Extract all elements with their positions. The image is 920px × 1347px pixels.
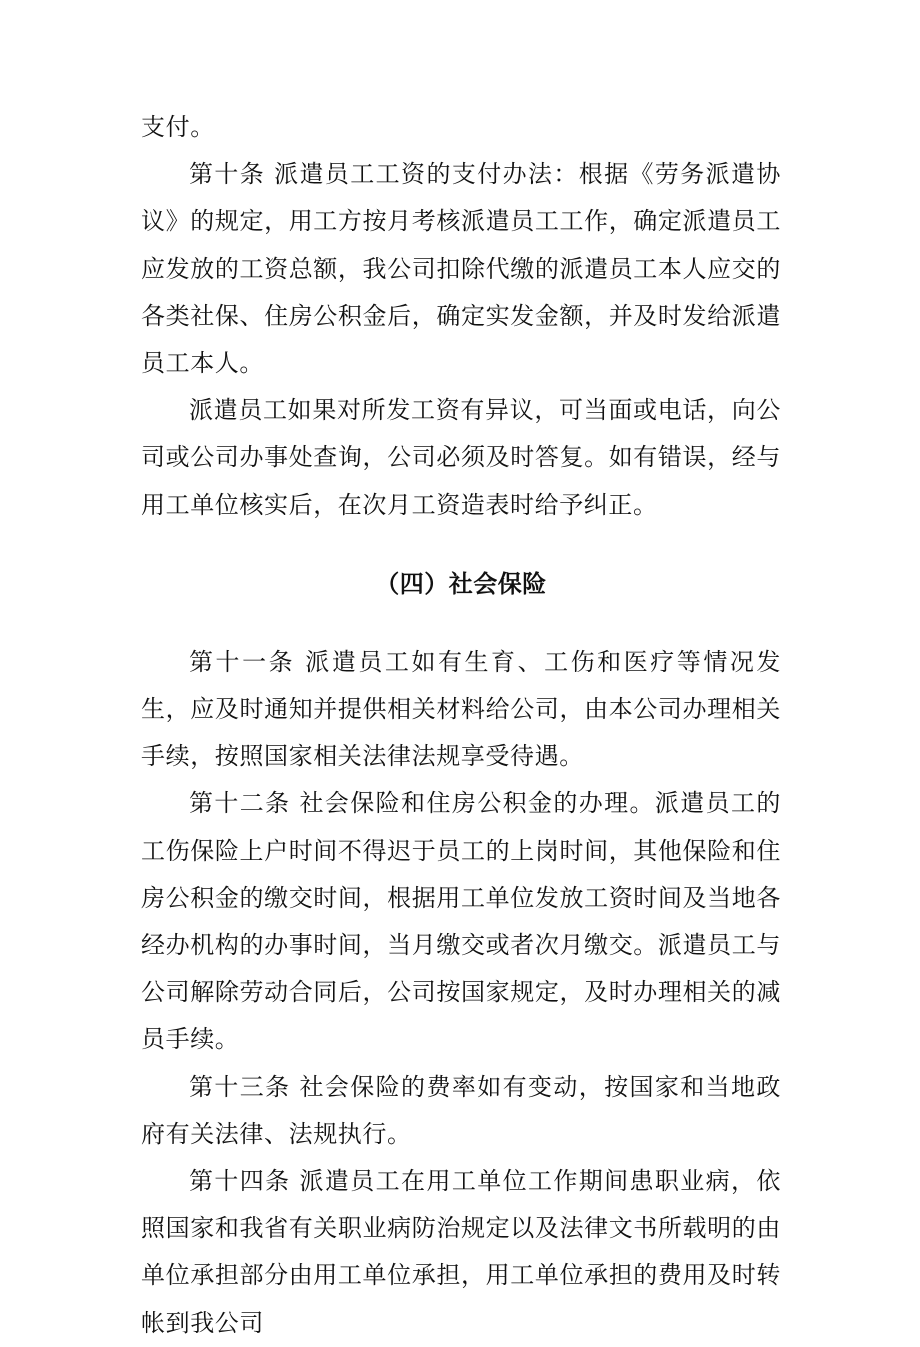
article-12-paragraph: 第十二条 社会保险和住房公积金的办理。派遣员工的工伤保险上户时间不得迟于员工的上岗时间，其他保险和住房公积金的缴交时间，根据用工单位发放工资时间及当地各经办机构的办事时间，当月缴交或者次月缴交。派遣员工与公司解除劳动合同后，公司按国家规定，及时办理相关的减员手续。 xyxy=(141,789,781,1054)
section-heading-social-insurance: （四）社会保险 xyxy=(375,569,547,598)
article-13-paragraph: 第十三条 社会保险的费率如有变动，按国家和当地政府有关法律、法规执行。 xyxy=(141,1072,781,1148)
article-14-paragraph: 第十四条 派遣员工在用工单位工作期间患职业病，依照国家和我省有关职业病防治规定以及法律文书所载明的由单位承担部分由用工单位承担，用工单位承担的费用及时转帐到我公司 xyxy=(141,1167,781,1337)
paragraph-continuation: 支付。 xyxy=(141,113,215,141)
document-body xyxy=(141,104,781,1347)
article-11-paragraph: 第十一条 派遣员工如有生育、工伤和医疗等情况发生，应及时通知并提供相关材料给公司，由本公司办理相关手续，按照国家相关法律法规享受待遇。 xyxy=(141,647,781,771)
salary-objection-paragraph: 派遣员工如果对所发工资有异议，可当面或电话，向公司或公司办事处查询，公司必须及时答复。如有错误，经与用工单位核实后，在次月工资造表时给予纠正。 xyxy=(141,396,781,519)
article-10-paragraph: 第十条 派遣员工工资的支付办法：根据《劳务派遣协议》的规定，用工方按月考核派遣员工工作，确定派遣员工应发放的工资总额，我公司扣除代缴的派遣员工本人应交的各类社保、住房公积金后，确定实发金额，并及时发给派遣员工本人。 xyxy=(141,160,781,378)
